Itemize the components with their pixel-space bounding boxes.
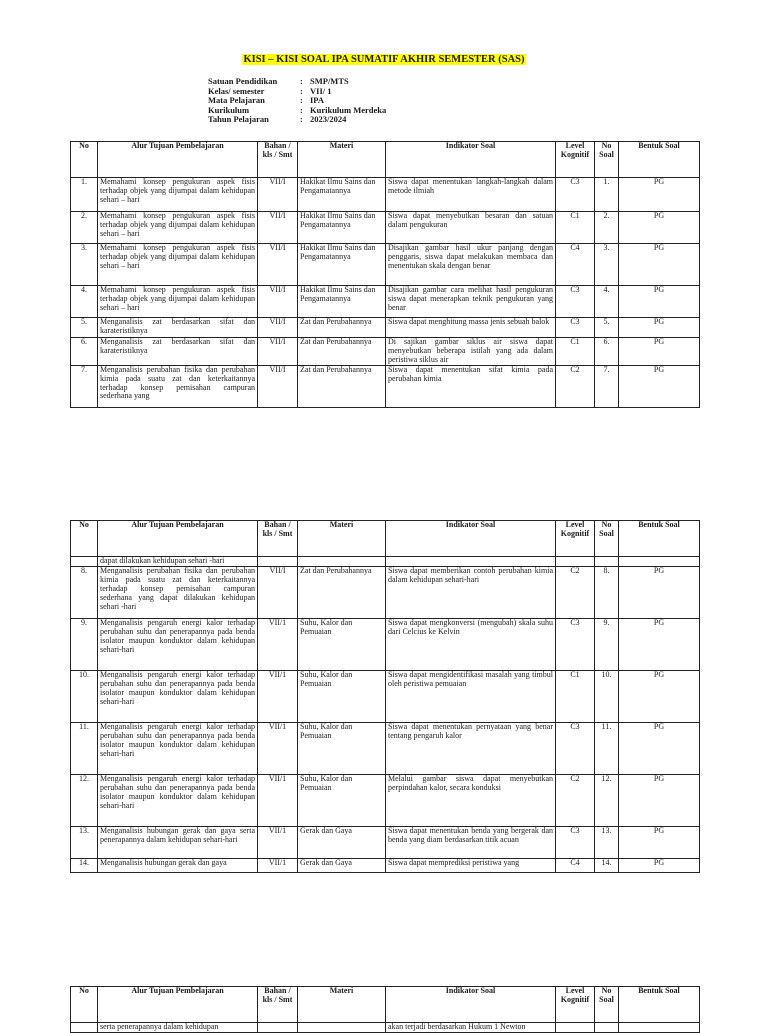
col-atp-cell: Menganalisis pengaruh energi kalor terhadap perubahan suhu dan penerapannya pada benda isolator maupun konduktor dalam kehidupan sehari-hari (98, 671, 258, 723)
table-row (71, 619, 700, 671)
col-level-cell: C4 (556, 859, 595, 873)
col-indikator-cell: Siswa dapat memberikan contoh perubahan kimia dalam kehidupan sehari-hari (386, 567, 556, 619)
col-materi-cell (298, 557, 386, 567)
col-atp-cell: Memahami konsep pengukuran aspek fisis terhadap objek yang dijumpai dalam kehidupan sehari – hari (98, 286, 258, 318)
document-info (208, 77, 386, 125)
col-bahan-cell: VII/I (258, 178, 298, 212)
header-col-no: No (71, 987, 98, 1023)
col-bahan-cell: VII/I (258, 338, 298, 366)
info-row-tahun: Tahun Pelajaran : 2023/2024 (208, 114, 347, 124)
col-bahan-cell: VII/I (258, 212, 298, 244)
info-row-kurikulum: Kurikulum : Kurikulum Merdeka (208, 104, 387, 115)
col-level-cell: C1 (556, 338, 595, 366)
col-no-cell: 2. (71, 212, 98, 244)
col-bahan-cell: VII/1 (258, 775, 298, 827)
header-col-nosoal: No Soal (595, 987, 619, 1023)
table-row (71, 859, 700, 873)
col-indikator-cell: Siswa dapat mengidentifikasi masalah yang timbul oleh peristiwa pemuaian (386, 671, 556, 723)
col-no-cell: 6. (71, 338, 98, 366)
header-col-level: Level Kognitif (556, 521, 595, 557)
col-bentuk-cell: PG (619, 827, 700, 859)
col-nosoal-cell: 6. (595, 338, 619, 366)
col-bentuk-cell (619, 1023, 700, 1033)
col-indikator-cell: Disajikan gambar hasil ukur panjang dengan penggaris, siswa dapat melakukan membaca dan menentukan skala dengan benar (386, 244, 556, 286)
header-col-level: Level Kognitif (556, 142, 595, 178)
col-level-cell: C2 (556, 775, 595, 827)
header-col-bentuk: Bentuk Soal (619, 142, 700, 178)
col-nosoal-cell: 4. (595, 286, 619, 318)
col-nosoal-cell: 3. (595, 244, 619, 286)
col-level-cell: C2 (556, 567, 595, 619)
header-col-no: No (71, 521, 98, 557)
col-nosoal-cell (595, 557, 619, 567)
kisi-table-page-3 (70, 986, 700, 1033)
header-col-level: Level Kognitif (556, 987, 595, 1023)
col-indikator-cell: Di sajikan gambar siklus air siswa dapat menyebutkan beberapa istilah yang ada dalam peristiwa siklus air (386, 338, 556, 366)
col-no-cell: 1. (71, 178, 98, 212)
header-col-atp: Alur Tujuan Pembelajaran (98, 142, 258, 178)
col-level-cell: C3 (556, 286, 595, 318)
col-level-cell: C3 (556, 619, 595, 671)
col-atp-cell: Menganalisis zat berdasarkan sifat dan karateristiknya (98, 318, 258, 338)
col-bahan-cell (258, 1023, 298, 1033)
col-level-cell (556, 1023, 595, 1033)
col-indikator-cell: Melalui gambar siswa dapat menyebutkan perpindahan kalor, secara konduksi (386, 775, 556, 827)
col-bentuk-cell: PG (619, 244, 700, 286)
table-row (71, 286, 700, 318)
col-materi-cell: Hakikat Ilmu Sains dan Pengamatannya (298, 178, 386, 212)
header-col-nosoal: No Soal (595, 521, 619, 557)
col-nosoal-cell: 12. (595, 775, 619, 827)
col-materi-cell: Suhu, Kalor dan Pemuaian (298, 619, 386, 671)
col-materi-cell: Zat dan Perubahannya (298, 338, 386, 366)
table-header-row (71, 987, 700, 1023)
col-materi-cell: Suhu, Kalor dan Pemuaian (298, 671, 386, 723)
col-bentuk-cell: PG (619, 338, 700, 366)
col-bentuk-cell: PG (619, 178, 700, 212)
col-indikator-cell (386, 557, 556, 567)
col-materi-cell: Suhu, Kalor dan Pemuaian (298, 775, 386, 827)
table-row (71, 671, 700, 723)
col-no-cell (71, 557, 98, 567)
info-row-mapel: Mata Pelajaran : IPA (208, 95, 325, 105)
kisi-table-page-2 (70, 520, 700, 873)
col-bahan-cell: VII/I (258, 365, 298, 407)
col-nosoal-cell: 14. (595, 859, 619, 873)
kisi-table-page-1 (70, 141, 700, 408)
col-indikator-cell: Siswa dapat mengkonversi (mengubah) skala suhu dari Celcius ke Kelvin (386, 619, 556, 671)
col-level-cell: C3 (556, 318, 595, 338)
col-no-cell: 7. (71, 365, 98, 407)
col-bentuk-cell: PG (619, 775, 700, 827)
col-no-cell: 12. (71, 775, 98, 827)
table-header-row (71, 521, 700, 557)
table-row (71, 1023, 700, 1033)
col-level-cell: C1 (556, 671, 595, 723)
col-bentuk-cell: PG (619, 365, 700, 407)
col-materi-cell: Hakikat Ilmu Sains dan Pengamatannya (298, 212, 386, 244)
col-bentuk-cell: PG (619, 212, 700, 244)
col-bentuk-cell: PG (619, 619, 700, 671)
col-atp-cell: Menganalisis hubungan gerak dan gaya serta penerapannya dalam kehidupan sehari-hari (98, 827, 258, 859)
col-materi-cell: Hakikat Ilmu Sains dan Pengamatannya (298, 244, 386, 286)
col-level-cell (556, 557, 595, 567)
col-bahan-cell: VII/1 (258, 619, 298, 671)
col-bentuk-cell: PG (619, 318, 700, 338)
col-atp-cell: Menganalisis perubahan fisika dan perubahan kimia pada suatu zat dan keterkaitannya terhadap konsep pemisahan campuran sederhana yang dapat dilakukan kehidupan sehari -hari (98, 567, 258, 619)
header-col-materi: Materi (298, 987, 386, 1023)
col-level-cell: C4 (556, 244, 595, 286)
table-row (71, 365, 700, 407)
col-bentuk-cell: PG (619, 671, 700, 723)
col-no-cell: 13. (71, 827, 98, 859)
col-atp-cell: Memahami konsep pengukuran aspek fisis terhadap objek yang dijumpai dalam kehidupan sehari – hari (98, 244, 258, 286)
table-row (71, 827, 700, 859)
col-bahan-cell: VII/I (258, 244, 298, 286)
header-col-atp: Alur Tujuan Pembelajaran (98, 987, 258, 1023)
col-nosoal-cell: 1. (595, 178, 619, 212)
col-materi-cell: Zat dan Perubahannya (298, 318, 386, 338)
col-level-cell: C3 (556, 178, 595, 212)
col-bentuk-cell: PG (619, 859, 700, 873)
header-col-no: No (71, 142, 98, 178)
col-bahan-cell (258, 557, 298, 567)
header-col-bentuk: Bentuk Soal (619, 987, 700, 1023)
col-no-cell: 4. (71, 286, 98, 318)
col-indikator-cell: Siswa dapat menentukan sifat kimia pada perubahan kimia (386, 365, 556, 407)
header-col-nosoal: No Soal (595, 142, 619, 178)
col-bahan-cell: VII/I (258, 318, 298, 338)
col-indikator-cell: Siswa dapat menentukan benda yang bergerak dan benda yang diam berdasarkan titik acuan (386, 827, 556, 859)
header-col-atp: Alur Tujuan Pembelajaran (98, 521, 258, 557)
document-title: KISI – KISI SOAL IPA SUMATIF AKHIR SEMESTER (SAS) (243, 54, 525, 65)
col-no-cell: 8. (71, 567, 98, 619)
col-indikator-cell: Siswa dapat menentukan pernyataan yang benar tentang pengaruh kalor (386, 723, 556, 775)
col-bahan-cell: VII/1 (258, 859, 298, 873)
col-level-cell: C3 (556, 723, 595, 775)
col-atp-cell: serta penerapannya dalam kehidupan (98, 1023, 258, 1033)
header-col-materi: Materi (298, 521, 386, 557)
col-indikator-cell: Siswa dapat menyebutkan besaran dan satuan dalam pengukuran (386, 212, 556, 244)
header-col-materi: Materi (298, 142, 386, 178)
col-bentuk-cell (619, 557, 700, 567)
col-atp-cell: Menganalisis hubungan gerak dan gaya (98, 859, 258, 873)
header-col-bahan: Bahan / kls / Smt (258, 521, 298, 557)
col-materi-cell: Hakikat Ilmu Sains dan Pengamatannya (298, 286, 386, 318)
col-bahan-cell: VII/I (258, 286, 298, 318)
col-bentuk-cell: PG (619, 286, 700, 318)
header-col-indikator: Indikator Soal (386, 142, 556, 178)
info-row-kelas: Kelas/ semester : VII/ 1 (208, 85, 332, 96)
col-level-cell: C2 (556, 365, 595, 407)
col-nosoal-cell: 5. (595, 318, 619, 338)
header-col-bahan: Bahan / kls / Smt (258, 142, 298, 178)
table-row (71, 318, 700, 338)
col-materi-cell: Suhu, Kalor dan Pemuaian (298, 723, 386, 775)
col-nosoal-cell: 13. (595, 827, 619, 859)
table-row (71, 338, 700, 366)
table-row (71, 178, 700, 212)
col-materi-cell: Gerak dan Gaya (298, 859, 386, 873)
table-row (71, 212, 700, 244)
col-no-cell: 14. (71, 859, 98, 873)
col-atp-cell: Menganalisis pengaruh energi kalor terhadap perubahan suhu dan penerapannya pada benda isolator maupun konduktor dalam kehidupan sehari-hari (98, 775, 258, 827)
col-indikator-cell: Siswa dapat menghitung massa jenis sebuah balok (386, 318, 556, 338)
header-col-indikator: Indikator Soal (386, 521, 556, 557)
col-bahan-cell: VII/1 (258, 671, 298, 723)
col-nosoal-cell: 11. (595, 723, 619, 775)
header-col-indikator: Indikator Soal (386, 987, 556, 1023)
col-nosoal-cell: 7. (595, 365, 619, 407)
col-level-cell: C3 (556, 827, 595, 859)
col-nosoal-cell: 8. (595, 567, 619, 619)
col-atp-cell: Memahami konsep pengukuran aspek fisis terhadap objek yang dijumpai dalam kehidupan sehari – hari (98, 212, 258, 244)
col-nosoal-cell (595, 1023, 619, 1033)
col-indikator-cell: akan terjadi berdasarkan Hukum 1 Newton (386, 1023, 556, 1033)
col-level-cell: C1 (556, 212, 595, 244)
header-col-bentuk: Bentuk Soal (619, 521, 700, 557)
col-atp-cell: Menganalisis zat berdasarkan sifat dan karateristiknya (98, 338, 258, 366)
table-row (71, 723, 700, 775)
col-indikator-cell: Disajikan gambar cara melihat hasil pengukuran siswa dapat menerapkan teknik pengukuran yang benar (386, 286, 556, 318)
col-atp-cell: Menganalisis pengaruh energi kalor terhadap perubahan suhu dan penerapannya pada benda isolator maupun konduktor dalam kehidupan sehari-hari (98, 619, 258, 671)
col-no-cell: 3. (71, 244, 98, 286)
col-no-cell (71, 1023, 98, 1033)
table-row (71, 775, 700, 827)
col-materi-cell: Gerak dan Gaya (298, 827, 386, 859)
col-materi-cell (298, 1023, 386, 1033)
col-no-cell: 5. (71, 318, 98, 338)
col-bahan-cell: VII/1 (258, 723, 298, 775)
col-no-cell: 11. (71, 723, 98, 775)
table-row (71, 244, 700, 286)
col-bahan-cell: VII/1 (258, 827, 298, 859)
col-nosoal-cell: 10. (595, 671, 619, 723)
col-indikator-cell: Siswa dapat memprediksi peristiwa yang (386, 859, 556, 873)
col-nosoal-cell: 9. (595, 619, 619, 671)
col-no-cell: 9. (71, 619, 98, 671)
col-bahan-cell: VII/I (258, 567, 298, 619)
header-col-bahan: Bahan / kls / Smt (258, 987, 298, 1023)
col-atp-cell: Menganalisis perubahan fisika dan perubahan kimia pada suatu zat dan keterkaitannya terhadap konsep pemisahan campuran sederhana yang (98, 365, 258, 407)
col-atp-cell: dapat dilakukan kehidupan sehari -hari (98, 557, 258, 567)
table-row (71, 557, 700, 567)
col-bentuk-cell: PG (619, 723, 700, 775)
col-materi-cell: Zat dan Perubahannya (298, 567, 386, 619)
table-header-row (71, 142, 700, 178)
col-bentuk-cell: PG (619, 567, 700, 619)
col-materi-cell: Zat dan Perubahannya (298, 365, 386, 407)
info-row-satuan: Satuan Pendidikan : SMP/MTS (208, 76, 349, 86)
col-nosoal-cell: 2. (595, 212, 619, 244)
col-no-cell: 10. (71, 671, 98, 723)
col-atp-cell: Menganalisis pengaruh energi kalor terhadap perubahan suhu dan penerapannya pada benda isolator maupun konduktor dalam kehidupan sehari-hari (98, 723, 258, 775)
table-row (71, 567, 700, 619)
col-atp-cell: Memahami konsep pengukuran aspek fisis terhadap objek yang dijumpai dalam kehidupan sehari – hari (98, 178, 258, 212)
col-indikator-cell: Siswa dapat menentukan langkah-langkah dalam metode ilmiah (386, 178, 556, 212)
